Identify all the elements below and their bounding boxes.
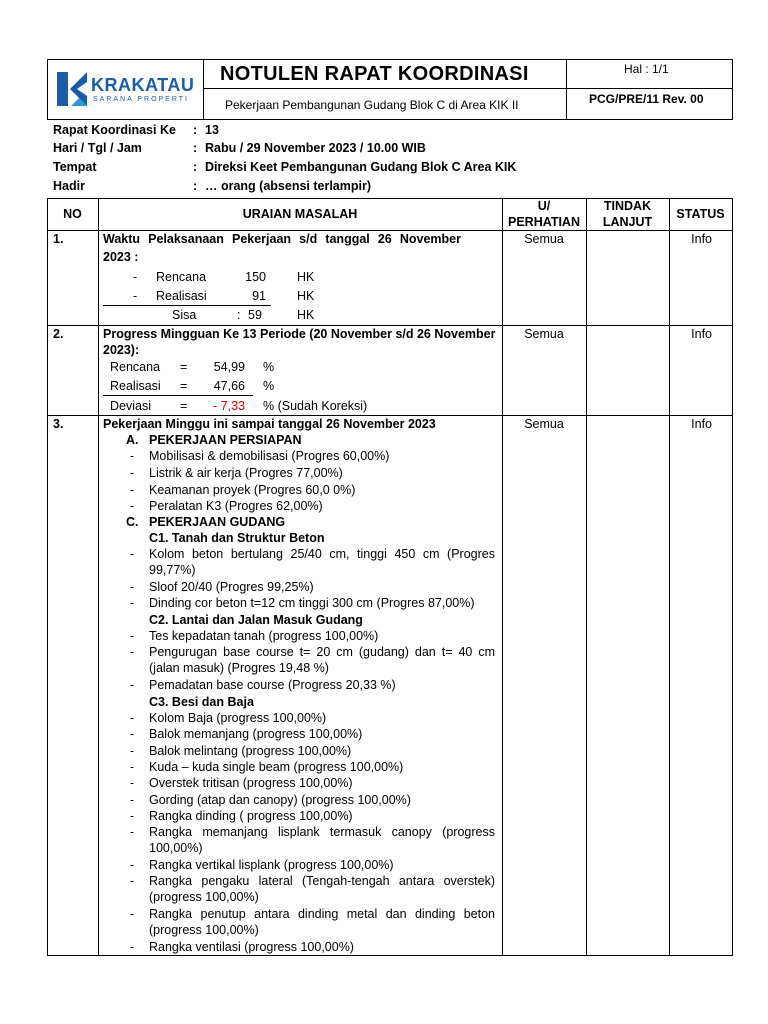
subsection-heading: C2. Lantai dan Jalan Masuk Gudang	[149, 613, 363, 627]
page-number: Hal : 1/1	[624, 62, 669, 76]
list-dash: -	[129, 580, 135, 594]
list-item-text: Rangka pengaku lateral (Tengah-tengah antara overstek)	[149, 874, 495, 889]
list-dash: -	[129, 743, 135, 758]
list-item-text: Gording (atap dan canopy) (progress 100,00%)	[149, 792, 411, 807]
list-item-text: (progress 100,00%)	[149, 890, 259, 905]
col-header-tindak-line: LANJUT	[602, 215, 653, 229]
list-item-text: Pengurugan base course t= 20 cm (gudang) dan t= 40 cm	[149, 645, 495, 660]
item-value: 47,66	[213, 379, 245, 393]
col-header-status: STATUS	[676, 207, 725, 221]
col-header-uraian: URAIAN MASALAH	[242, 207, 358, 221]
item-unit: %	[263, 379, 275, 393]
meeting-sep: :	[193, 141, 198, 155]
list-dash: -	[129, 547, 135, 561]
deviation-value: - 7,33	[213, 399, 245, 413]
item-eq: =	[180, 360, 188, 374]
logo-subtitle: SARANA PROPERTI	[93, 96, 190, 103]
list-item-text: Peralatan K3 (Progres 62,00%)	[149, 499, 323, 513]
section-heading: PEKERJAAN PERSIAPAN	[149, 433, 302, 447]
row-title: Pekerjaan Minggu ini sampai tanggal 26 November 2023	[103, 417, 436, 431]
list-item-text: Balok memanjang (progress 100,00%)	[149, 727, 363, 742]
list-item-text: 99,77%)	[149, 563, 196, 577]
meeting-value: 13	[205, 123, 219, 137]
list-item-text: Rangka ventilasi (progress 100,00%)	[149, 940, 354, 955]
subsection-heading: C1. Tanah dan Struktur Beton	[149, 531, 325, 545]
list-item-text: Keamanan proyek (Progres 60,0 0%)	[149, 483, 356, 497]
list-item-text: Sloof 20/40 (Progres 99,25%)	[149, 580, 314, 594]
item-label: Rencana	[110, 360, 161, 374]
list-dash: -	[129, 907, 135, 922]
item-unit: % (Sudah Koreksi)	[263, 399, 368, 413]
list-dash: -	[129, 825, 135, 840]
perhatian-cell: Semua	[524, 417, 564, 431]
item-unit: HK	[297, 308, 315, 322]
status-cell: Info	[691, 417, 712, 431]
col-header-no: NO	[63, 207, 82, 221]
col-header-perhatian	[502, 198, 586, 230]
list-item-text: Kuda – kuda single beam (progress 100,00%)	[149, 759, 404, 774]
meeting-label: Hadir	[53, 179, 85, 193]
document-title: NOTULEN RAPAT KOORDINASI	[220, 63, 529, 85]
list-dash: -	[129, 727, 135, 742]
item-sep: :	[237, 308, 241, 322]
logo-name: KRAKATAU	[91, 75, 195, 95]
list-item-text: Tes kepadatan tanah (progress 100,00%)	[149, 629, 379, 643]
row-number: 3.	[53, 417, 64, 431]
list-item-text: 100,00%)	[149, 841, 203, 856]
section-heading: PEKERJAAN GUDANG	[149, 515, 286, 529]
meeting-value: Rabu / 29 November 2023 / 10.00 WIB	[205, 141, 426, 155]
list-dash: -	[129, 940, 135, 955]
item-eq: =	[180, 399, 188, 413]
list-item-text: Overstek tritisan (progress 100,00%)	[149, 776, 353, 791]
row-title: 2023):	[103, 343, 140, 357]
meeting-sep: :	[193, 123, 198, 137]
col-header-tindak-lanjut	[586, 198, 669, 230]
list-item-text: Rangka penutup antara dinding metal dan dinding beton	[149, 907, 495, 922]
item-label: Deviasi	[110, 399, 151, 413]
document-subtitle: Pekerjaan Pembangunan Gudang Blok C di Area KIK II	[225, 98, 519, 112]
meeting-label: Hari / Tgl / Jam	[53, 141, 142, 155]
list-item-text: Pemadatan base course (Progress 20,33 %)	[149, 678, 396, 693]
list-item-text: Rangka dinding ( progress 100,00%)	[149, 808, 353, 823]
item-eq: =	[180, 379, 188, 393]
list-dash: -	[129, 858, 135, 873]
header-divider	[203, 59, 204, 120]
sum-line	[103, 395, 253, 396]
row-title: 2023 :	[103, 250, 139, 264]
perhatian-cell: Semua	[524, 232, 564, 246]
list-item-text: Rangka vertikal lisplank (progress 100,00%)	[149, 858, 394, 873]
list-dash: -	[129, 711, 135, 725]
list-dash: -	[133, 270, 138, 284]
list-item-text: Listrik & air kerja (Progres 77,00%)	[149, 466, 343, 480]
row-title: Progress Mingguan Ke 13 Periode (20 November s/d 26 November	[103, 327, 496, 341]
list-item-text: Kolom beton bertulang 25/40 cm, tinggi 450 cm (Progres	[149, 547, 495, 561]
row-number: 2.	[53, 327, 64, 341]
list-dash: -	[129, 776, 135, 791]
item-label: Realisasi	[110, 379, 161, 393]
item-value: 150	[245, 270, 266, 284]
header-divider	[203, 88, 733, 89]
item-value: 91	[252, 289, 266, 303]
item-value: 54,99	[213, 360, 245, 374]
meeting-sep: :	[193, 179, 198, 193]
section-letter: C.	[126, 515, 139, 529]
list-dash: -	[129, 645, 135, 660]
list-dash: -	[129, 759, 135, 774]
list-dash: -	[129, 808, 135, 823]
logo-mark-icon	[57, 72, 89, 106]
item-label: Rencana	[156, 270, 207, 284]
item-unit: %	[263, 360, 275, 374]
meeting-sep: :	[193, 160, 198, 174]
list-item-text: Dinding cor beton t=12 cm tinggi 300 cm (Progres 87,00%)	[149, 596, 475, 611]
meeting-label: Tempat	[53, 160, 97, 174]
list-dash: -	[129, 678, 135, 693]
col-header-perhatian-line: U/	[537, 199, 551, 213]
list-item-text: (progress 100,00%)	[149, 923, 259, 938]
list-dash: -	[133, 289, 138, 303]
list-dash: -	[129, 792, 135, 807]
list-dash: -	[129, 596, 135, 611]
list-dash: -	[129, 629, 135, 643]
col-header-tindak-line: TINDAK	[603, 199, 652, 213]
col-header-perhatian-line: PERHATIAN	[508, 215, 580, 229]
list-item-text: Balok melintang (progress 100,00%)	[149, 743, 352, 758]
item-value: 59	[248, 308, 262, 322]
header-divider	[566, 59, 567, 120]
list-item-text: (jalan masuk) (Progres 19,48 %)	[149, 661, 329, 676]
list-dash: -	[129, 874, 135, 889]
list-item-text: Kolom Baja (progress 100,00%)	[149, 711, 327, 725]
company-logo	[57, 72, 197, 108]
document-code: PCG/PRE/11 Rev. 00	[589, 92, 704, 106]
perhatian-cell: Semua	[524, 327, 564, 341]
meeting-value: Direksi Keet Pembangunan Gudang Blok C Area KIK	[205, 160, 517, 174]
status-cell: Info	[691, 327, 712, 341]
section-letter: A.	[126, 433, 139, 447]
meeting-value: … orang (absensi terlampir)	[205, 179, 372, 193]
row-title: Waktu Pelaksanaan Pekerjaan s/d tanggal 26 November	[103, 232, 461, 246]
subsection-heading: C3. Besi dan Baja	[149, 695, 254, 709]
item-unit: HK	[297, 270, 315, 284]
sum-line	[103, 305, 271, 306]
item-label: Sisa	[172, 308, 197, 322]
status-cell: Info	[691, 232, 712, 246]
row-number: 1.	[53, 232, 64, 246]
meeting-label: Rapat Koordinasi Ke	[53, 123, 176, 137]
item-unit: HK	[297, 289, 315, 303]
list-item-text: Mobilisasi & demobilisasi (Progres 60,00%)	[149, 449, 390, 463]
list-item-text: Rangka memanjang lisplank termasuk canopy (progress	[149, 825, 495, 840]
item-label: Realisasi	[156, 289, 207, 303]
